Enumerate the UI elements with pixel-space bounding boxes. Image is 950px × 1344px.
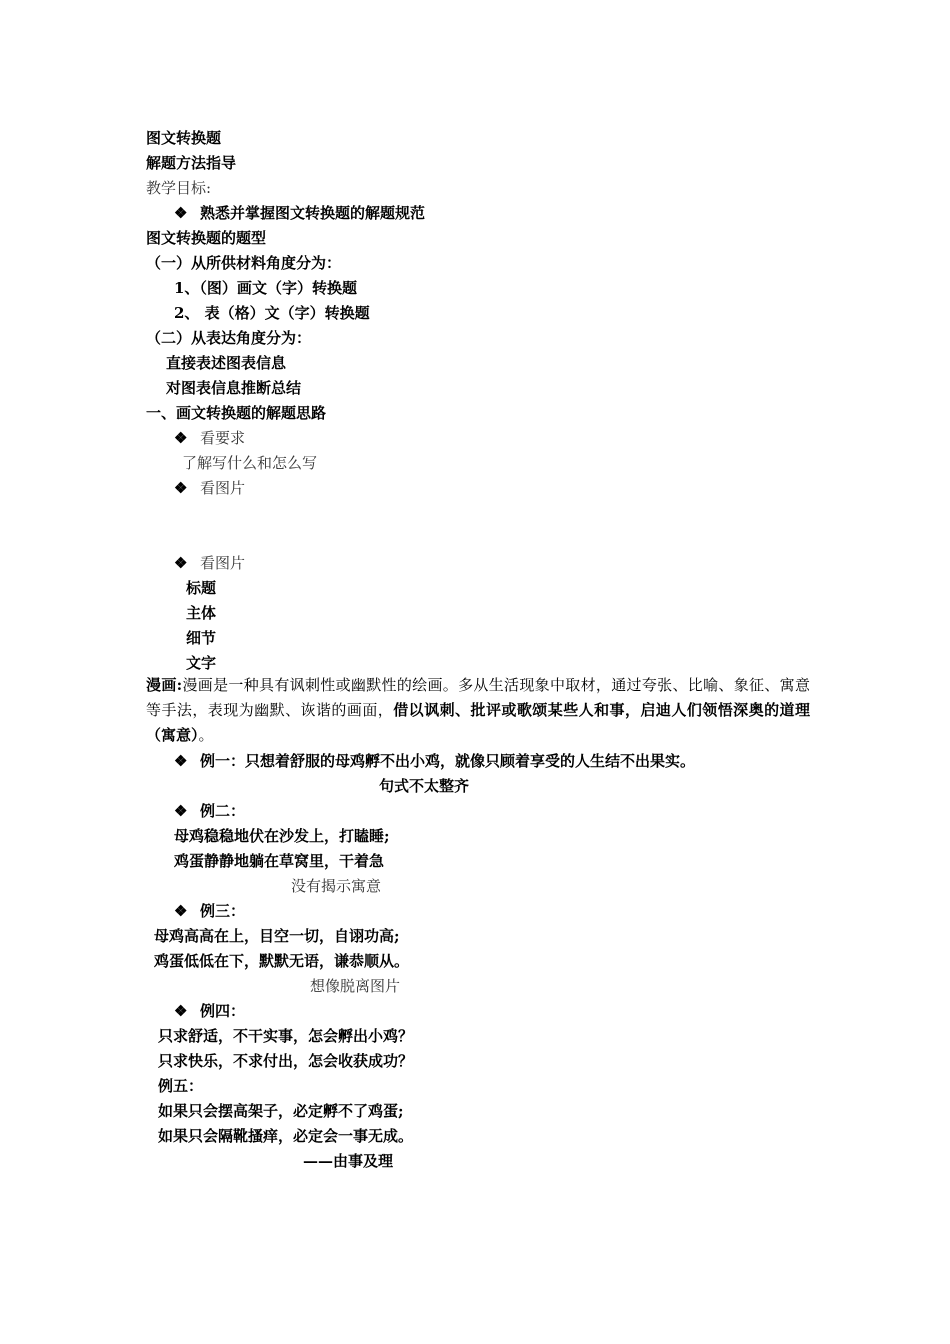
manhua-definition [146,673,810,748]
step-look-requirement [174,428,245,448]
example-five-line-a: 如果只会摆高架子，必定孵不了鸡蛋; [158,1102,404,1120]
bullet-diamond-icon: ❖ [174,902,188,920]
example-three [174,901,245,921]
picture-aspect-subject: 主体 [186,604,217,622]
example-four [174,1001,245,1021]
type-by-material: （一）从所供材料角度分为： [146,254,342,272]
type-item-direct: 直接表述图表信息 [166,354,287,372]
picture-aspect-text: 文字 [186,654,217,672]
example-three-note: 想像脱离图片 [310,977,401,995]
picture-aspect-title: 标题 [186,579,217,597]
type-item-table: 2、 表（格）文（字）转换题 [174,304,370,322]
example-two-line-b: 鸡蛋静静地躺在草窝里，干着急 [174,852,385,870]
example-five-line-b: 如果只会隔靴搔痒，必定会一事无成。 [158,1127,414,1145]
example-five-label: 例五： [158,1077,204,1095]
type-item-picture: 1、（图）画文（字）转换题 [174,279,357,297]
step-look-picture [174,478,245,498]
goal-item [174,203,425,223]
bullet-diamond-icon: ❖ [174,429,188,447]
step-look-picture-2 [174,553,245,573]
example-one-text: 例一：只想着舒服的母鸡孵不出小鸡，就像只顾着享受的人生结不出果实。 [200,752,696,770]
example-one [174,751,695,771]
example-five-note: ——由事及理 [303,1152,394,1170]
teaching-goal-heading: 教学目标: [146,179,212,197]
example-two-line-a: 母鸡稳稳地伏在沙发上，打瞌睡; [174,827,390,845]
example-three-line-a: 母鸡高高在上，目空一切，自诩功高; [154,927,400,945]
bullet-diamond-icon: ❖ [174,752,188,770]
example-two-label: 例二： [200,802,246,820]
example-three-label: 例三： [200,902,246,920]
goal-item-text: 熟悉并掌握图文转换题的解题规范 [200,204,426,222]
type-by-expression: （二）从表达角度分为： [146,329,312,347]
doc-title: 图文转换题 [146,129,222,147]
example-four-line-b: 只求快乐，不求付出，怎会收获成功？ [158,1052,414,1070]
bullet-diamond-icon: ❖ [174,1002,188,1020]
step-text: 看图片 [200,479,246,497]
manhua-end: 。 [198,726,214,744]
bullet-diamond-icon: ❖ [174,479,188,497]
picture-aspect-detail: 细节 [186,629,217,647]
step-detail: 了解写什么和怎么写 [182,454,318,472]
bullet-diamond-icon: ❖ [174,554,188,572]
bullet-diamond-icon: ❖ [174,204,188,222]
bullet-diamond-icon: ❖ [174,802,188,820]
doc-subtitle: 解题方法指导 [146,154,237,172]
example-two-note: 没有揭示寓意 [291,877,382,895]
example-four-label: 例四： [200,1002,246,1020]
manhua-bold-text: 借以讽刺、批评或歌颂某些人和事，启迪人们领悟深奥的道理（寓意） [146,701,810,744]
question-types-heading: 图文转换题的题型 [146,229,267,247]
example-three-line-b: 鸡蛋低低在下，默默无语，谦恭顺从。 [154,952,410,970]
section-one-heading: 一、画文转换题的解题思路 [146,404,327,422]
step-text: 看图片 [200,554,246,572]
type-item-infer: 对图表信息推断总结 [166,379,302,397]
example-four-line-a: 只求舒适，不干实事，怎会孵出小鸡？ [158,1027,414,1045]
example-two [174,801,245,821]
example-one-note: 句式不太整齐 [379,777,470,795]
manhua-text: 漫画是一种具有讽刺性或幽默性的绘画。多从生活现象中取材，通过夸张、比喻、象征、寓意等手法，表现为幽默、诙谐的画面， [146,676,810,719]
step-text: 看要求 [200,429,246,447]
manhua-label: 漫画: [146,676,183,694]
